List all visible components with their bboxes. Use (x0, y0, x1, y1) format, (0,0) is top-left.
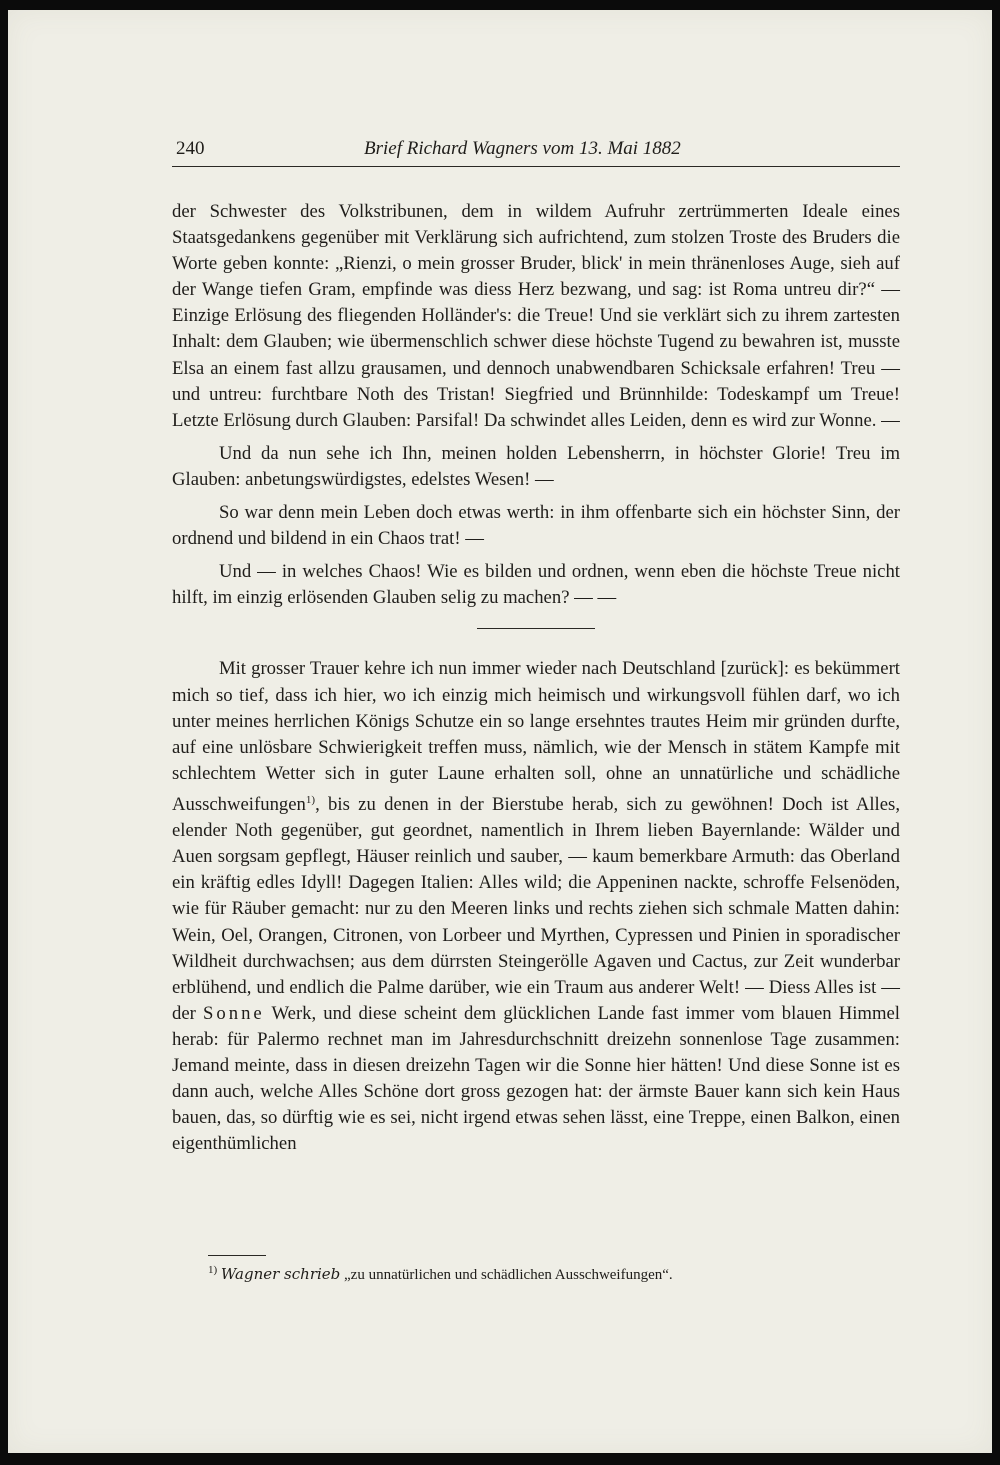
footnote-divider (208, 1255, 266, 1256)
paragraph-2: Und da nun sehe ich Ihn, meinen holden Lebensherrn, in höchster Glorie! Treu im Glauben: anbetungswürdigstes, edelstes Wesen! — (172, 442, 900, 490)
paragraph-4: Und — in welches Chaos! Wie es bilden und ordnen, wenn eben die höchste Treue nicht hilft, im einzig erlösenden Glauben selig zu machen? — — (172, 561, 900, 609)
footnote-text: „zu unnatürlichen und schädlichen Ausschweifungen“. (340, 1267, 673, 1283)
spaced-word-sonne: Sonne (203, 1002, 265, 1024)
running-title: Brief Richard Wagners vom 13. Mai 1882 (364, 138, 681, 159)
book-page (8, 10, 992, 1453)
paragraph-5-text-c: Werk, und diese scheint dem glücklichen Lande fast immer vom blauen Himmel herab: für Palermo rechnet man im Jahresdurchschnitt dreizehn sonnenlose Tage zusammen: Jemand meinte, dass in diesen dreizehn Tagen wir die Sonne hier hätten! Und diese Sonne ist es dann auch, welche Alles Schöne dort gross gezogen hat: der ärmste Bauer kann sich kein Haus bauen, das, so dürftig wie es sei, nicht irgend etwas sehen lässt, eine Treppe, einen Balkon, einen eigenthümlichen (172, 1002, 900, 1155)
paragraph-5-text-a: Mit grosser Trauer kehre ich nun immer wieder nach Deutschland [zurück]: es bekümmert mich so tief, dass ich hier, wo ich einzig mich heimisch und wirkungsvoll fühlen darf, wo ich unter meines herrlichen Königs Schutze ein so lange ersehntes trautes Heim mir gründen durfte, auf eine unlösbare Schwierigkeit treffen muss, nämlich, wie der Mensch in stätem Kampfe mit schlechtem Wetter sich in guter Laune erhalten soll, ohne an unnatürliche und schädliche Ausschweifungen (172, 658, 900, 816)
paragraph-1: der Schwester des Volkstribunen, dem in wildem Aufruhr zertrümmerten Ideale eines Staatsgedankens gegenüber mit Verklärung sich aufrichtend, zum stolzen Troste des Bruders die Worte geben konnte: „Rienzi, o mein grosser Bruder, blick' in mein thränenloses Auge, sieh auf der Wange tiefen Gram, empfinde was diess Herz bezwang, und sag: ist Roma untreu dir?“ — Einzige Erlösung des fliegenden Holländer's: die Treue! Und sie verklärt sich zu ihrem zartesten Inhalt: dem Glauben; wie übermenschlich schwer diese höchste Tugend zu bewahren ist, musste Elsa an einem fast allzu grausamen, und dennoch unabwendbaren Schicksale erfahren! Treu — und untreu: furchtbare Noth des Tristan! Siegfried und Brünnhilde: Todeskampf um Treue! Letzte Erlösung durch Glauben: Parsifal! Da schwindet alles Leiden, denn es wird zur Wonne. — (172, 201, 900, 431)
paragraph-5-text-b: , bis zu denen in der Bierstube herab, sich zu gewöhnen! Doch ist Alles, elender Noth gegenüber, gut geordnet, namentlich in Ihrem lieben Bayernlande: Wälder und Auen sorgsam gepflegt, Häuser reinlich und sauber, — kaum bemerkbare Armuth: das Oberland ein kräftig edles Idyll! Dagegen Italien: Alles wild; die Appeninen nackte, schroffe Felsenöden, wie für Räuber gemacht: nur zu den Meeren links und rechts ziehen sich schmale Matten dahin: Wein, Oel, Orangen, Citronen, von Lorbeer und Myrthen, Cypressen und Pinien in sporadischer Wildheit durchwachsen; aus dem dürrsten Steingerölle Agaven und Cactus, zur Zeit wunderbar erblühend, und endlich die Palme darüber, wie ein Traum aus anderer Welt! — Diess Alles ist — der (172, 794, 900, 1024)
footnote-reference: 1) (305, 793, 316, 806)
body-text (172, 199, 900, 1157)
section-divider (477, 628, 595, 629)
footnote-mark: 1) (208, 1264, 218, 1276)
page-number: 240 (176, 138, 205, 159)
footnote-fraktur-text: Wagner schrieb (220, 1265, 341, 1283)
footnote (208, 1259, 900, 1286)
paragraph-5 (172, 656, 900, 1157)
paragraph-3: So war denn mein Leben doch etwas werth: in ihm offenbarte sich ein höchster Sinn, der ordnend und bildend in ein Chaos trat! — (172, 502, 900, 550)
running-head (172, 138, 900, 167)
